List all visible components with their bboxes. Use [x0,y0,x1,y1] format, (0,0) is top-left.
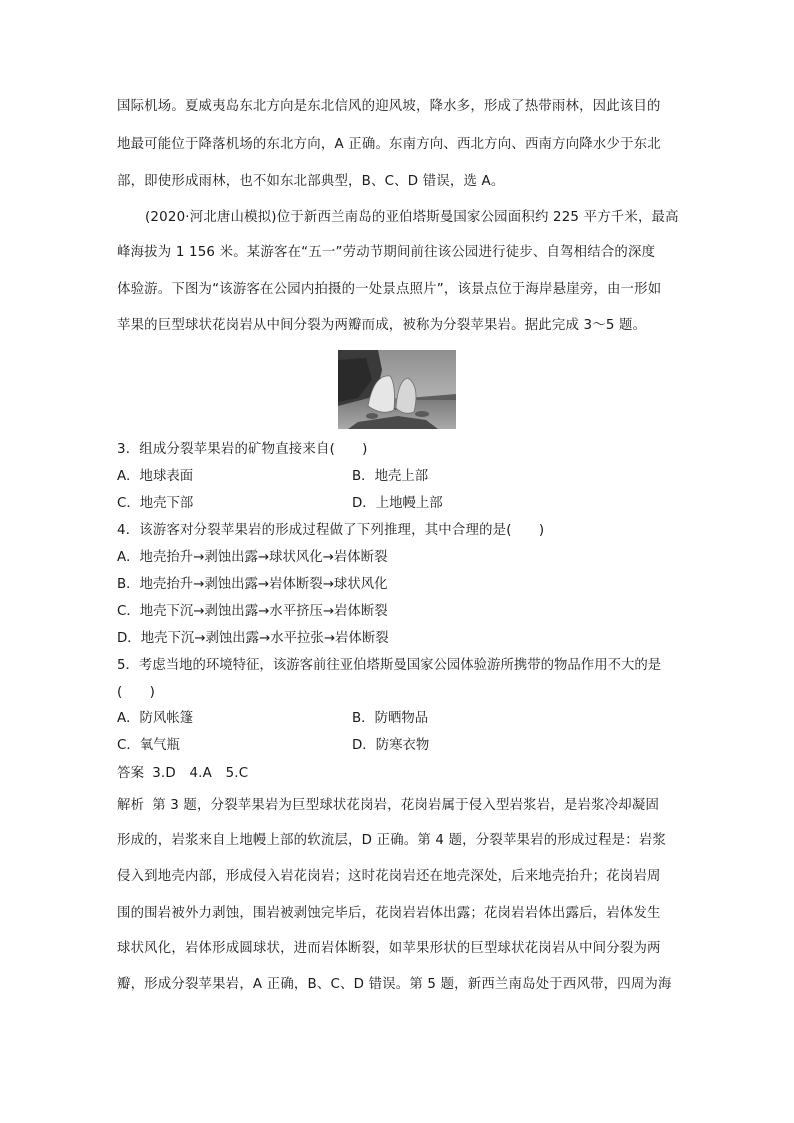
split-apple-rock-photo [338,350,456,429]
q3-option-b: B．地壳上部 [352,469,429,484]
analysis-label: 解析 [117,798,145,813]
stem-line-1: (2020·河北唐山模拟)位于新西兰南岛的亚伯塔斯曼国家公园面积约 225 平方千米，最高 [145,210,679,225]
q5-option-d: D．防寒衣物 [352,738,430,753]
prev-explanation-line-1: 国际机场。夏威夷岛东北方向是东北信风的迎风坡，降水多，形成了热带雨林，因此该目的 [117,99,661,114]
analysis-line-2: 形成的，岩浆来自上地幔上部的软流层，D 正确。第 4 题，分裂苹果岩的形成过程是：岩浆 [117,833,667,848]
answer-value: 3.D 4.A 5.C [152,766,249,781]
q5-option-c: C．氧气瓶 [117,738,180,753]
analysis-line-4: 围的围岩被外力剥蚀，围岩被剥蚀完毕后，花岗岩岩体出露；花岗岩岩体出露后，岩体发生 [117,906,661,921]
q4-option-c: C．地壳下沉→剥蚀出露→水平挤压→岩体断裂 [117,604,388,619]
q3-option-d: D．上地幔上部 [352,496,443,511]
q4-option-b: B．地壳抬升→剥蚀出露→岩体断裂→球状风化 [117,577,388,592]
stem-line-2: 峰海拔为 1 156 米。某游客在“五一”劳动节期间前往该公园进行徒步、自驾相结合的深度 [117,245,656,260]
q3-option-a: A．地球表面 [117,469,194,484]
prev-explanation-line-3: 部，即使形成雨林，也不如东北部典型，B、C、D 错误，选 A。 [117,174,505,189]
q3-option-c: C．地壳下部 [117,496,194,511]
analysis-line-1 [117,797,681,815]
q5-stem: 5．考虑当地的环境特征，该游客前往亚伯塔斯曼国家公园体验游所携带的物品作用不大的是 [117,658,662,673]
analysis-line-5: 球状风化，岩体形成圆球状，进而岩体断裂，如苹果形状的巨型球状花岗岩从中间分裂为两 [117,941,661,956]
q4-option-a: A．地壳抬升→剥蚀出露→球状风化→岩体断裂 [117,550,388,565]
q5-option-a: A．防风帐篷 [117,711,194,726]
stem-line-3: 体验游。下图为“该游客在公园内拍摄的一处景点照片”，该景点位于海岸悬崖旁，由一形如 [117,282,662,297]
q4-stem: 4．该游客对分裂苹果岩的形成过程做了下列推理，其中合理的是( ) [117,523,545,538]
q4-option-d: D．地壳下沉→剥蚀出露→水平拉张→岩体断裂 [117,631,389,646]
answer-line [117,765,681,783]
analysis-line-3: 侵入到地壳内部，形成侵入岩花岗岩；这时花岗岩还在地壳深处，后来地壳抬升；花岗岩周 [117,869,661,884]
q5-stem-blank: ( ) [117,685,156,700]
answer-label: 答案 [117,766,145,781]
prev-explanation-line-2: 地最可能位于降落机场的东北方向，A 正确。东南方向、西北方向、西南方向降水少于东北 [117,137,661,152]
analysis-text-1: 第 3 题，分裂苹果岩为巨型球状花岗岩，花岗岩属于侵入型岩浆岩，是岩浆冷却凝固 [152,798,660,813]
q5-option-b: B．防晒物品 [352,711,429,726]
q3-stem: 3．组成分裂苹果岩的矿物直接来自( ) [117,442,368,457]
analysis-line-6: 瓣，形成分裂苹果岩，A 正确，B、C、D 错误。第 5 题，新西兰南岛处于西风带，四周为海 [117,977,672,992]
stem-line-4: 苹果的巨型球状花岗岩从中间分裂为两瓣而成，被称为分裂苹果岩。据此完成 3～5 题。 [117,318,647,333]
